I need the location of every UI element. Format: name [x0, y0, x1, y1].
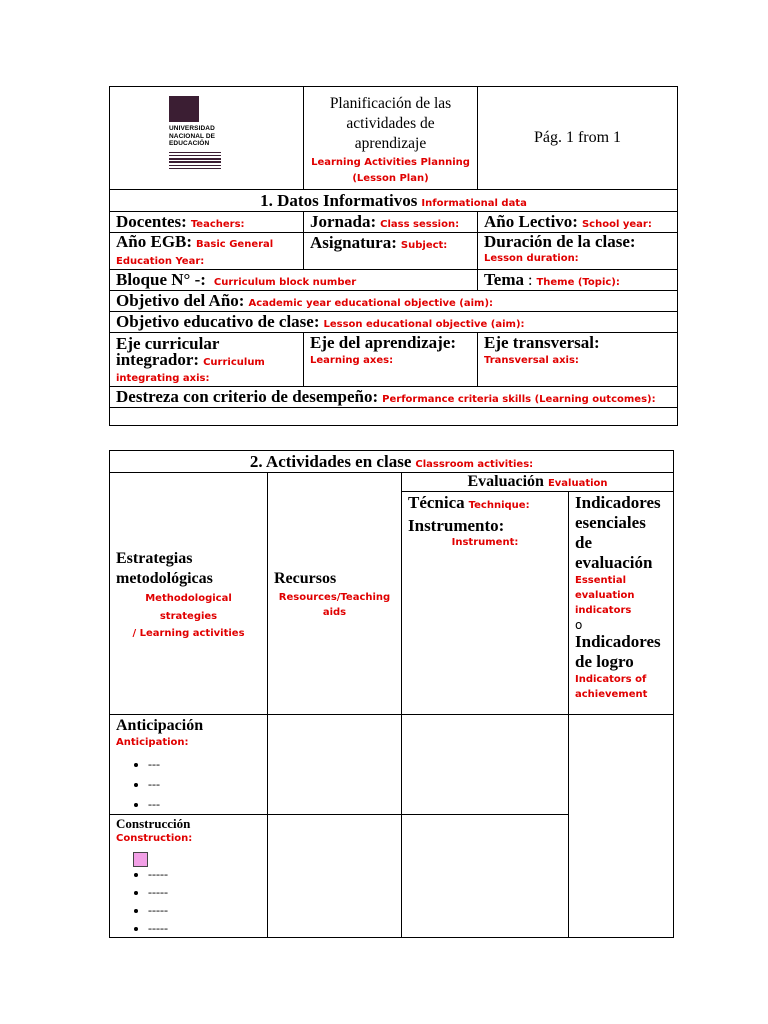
list-item: • ----- [148, 901, 261, 919]
docentes-cell: Docentes: Teachers: [110, 212, 304, 233]
list-item: • ----- [148, 865, 261, 883]
list-item: • --- [148, 754, 261, 774]
list-item: • ----- [148, 919, 261, 937]
eje-transversal-cell: Eje transversal: Transversal axis: [478, 333, 678, 387]
evaluacion-header: Evaluación Evaluation [402, 473, 674, 492]
objetivo-ano-cell: Objetivo del Año: Academic year educational objective (aim): [110, 291, 678, 312]
tema-cell: Tema : Theme (Topic): [478, 270, 678, 291]
doc-title-en: Learning Activities Planning (Lesson Plan) [311, 157, 470, 184]
destreza-cell: Destreza con criterio de desempeño: Performance criteria skills (Learning outcomes): [110, 387, 678, 408]
list-item: • --- [148, 774, 261, 794]
recursos-header: Recursos Resources/Teaching aids [268, 473, 402, 715]
bloque-cell: Bloque N° -: Curriculum block number [110, 270, 478, 291]
estrategias-header: Estrategias metodológicas Methodological strategies / Learning activities [110, 473, 268, 715]
list-item: • ----- [148, 883, 261, 901]
construccion-recursos-cell [268, 815, 402, 938]
anticipacion-list [116, 754, 261, 814]
construccion-tecnica-cell [402, 815, 569, 938]
jornada-cell: Jornada: Class session: [304, 212, 478, 233]
activities-table [109, 450, 674, 938]
construccion-cell: Construcción Construction: • ----- • ----- • ----- • ----- [110, 815, 268, 938]
anticipacion-tecnica-cell [402, 715, 569, 815]
eje-curricular-cell: Eje curricular integrador: Curriculum integrating axis: [110, 333, 304, 387]
page-cell [478, 87, 678, 190]
page-number: Pág. 1 from 1 [533, 129, 622, 146]
list-item: • --- [148, 794, 261, 814]
section1-heading: 1. Datos Informativos Informational data [110, 190, 678, 212]
duracion-cell: Duración de la clase: Lesson duration: [478, 233, 678, 270]
university-logo-icon [169, 96, 199, 122]
section2-heading: 2. Actividades en clase Classroom activities: [110, 451, 674, 473]
logo-stripes [169, 152, 221, 170]
logo-text: UNIVERSIDAD NACIONAL DE EDUCACIÓN [169, 125, 216, 147]
anticipacion-recursos-cell [268, 715, 402, 815]
objetivo-clase-cell: Objetivo educativo de clase: Lesson educational objective (aim): [110, 312, 678, 333]
ano-lectivo-cell: Año Lectivo: School year: [478, 212, 678, 233]
eje-aprendizaje-cell: Eje del aprendizaje: Learning axes: [304, 333, 478, 387]
empty-row [110, 408, 678, 426]
title-cell [304, 87, 478, 190]
anticipacion-cell: Anticipación Anticipation: • --- • --- • --- [110, 715, 268, 815]
indicadores-header: Indicadores esenciales de evaluación Essential evaluation indicators o Indicadores de logro Indicators of achievement [569, 492, 674, 715]
construccion-list [116, 865, 261, 937]
info-table [109, 86, 678, 426]
asignatura-cell: Asignatura: Subject: [304, 233, 478, 270]
indicadores-body-cell [569, 715, 674, 938]
tecnica-header: Técnica Technique: Instrumento: Instrument: [402, 492, 569, 715]
doc-title: Planificación de las actividades de aprendizaje [329, 95, 452, 152]
ano-egb-cell: Año EGB: Basic General Education Year: [110, 233, 304, 270]
logo-cell [110, 87, 304, 190]
